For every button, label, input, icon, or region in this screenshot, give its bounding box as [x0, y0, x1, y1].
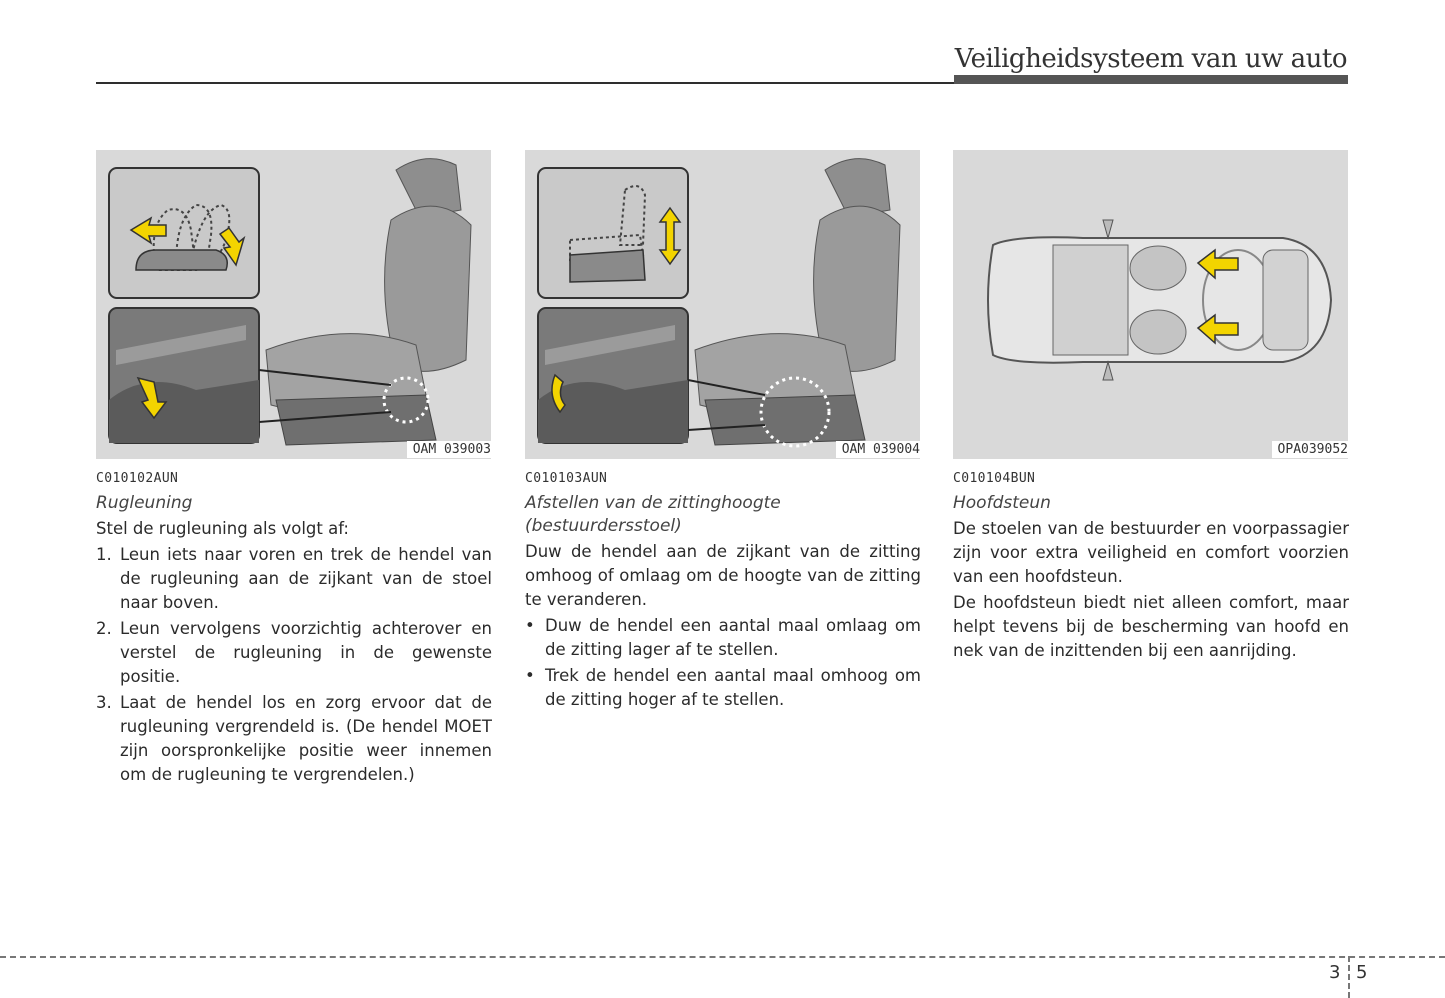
bullet-text: Duw de hendel een aantal maal omlaag om de zitting lager af te stellen. [545, 616, 921, 659]
figure-code: OAM 039003 [407, 441, 491, 458]
column-seat-height [525, 150, 921, 714]
footer-dashed-rule [0, 956, 1445, 958]
column-headrest [953, 150, 1349, 665]
bullet-list [525, 614, 921, 712]
section-title: Hoofdsteun [953, 493, 1051, 513]
bullet-text: Trek de hendel een aantal maal omhoog om de zitting hoger af te stellen. [545, 666, 921, 709]
header-accent-bar [954, 75, 1348, 84]
steps-list [96, 543, 492, 787]
step-text: Leun vervolgens voorzichtig achterover en verstel de rugleuning in de gewenste positie. [120, 619, 492, 686]
step-text: Leun iets naar voren en trek de hendel van de rugleuning aan de zijkant van de stoel naar boven. [120, 545, 492, 612]
page-number: 5 [1356, 962, 1368, 983]
figure-backrest [96, 150, 491, 459]
section-code: C010103AUN [525, 471, 608, 486]
list-item [96, 543, 492, 615]
page-chapter-number: 3 [1329, 962, 1341, 983]
paragraph: De hoofdsteun biedt niet alleen comfort, maar helpt tevens bij de bescherming van hoofd en nek van de inzittenden bij een aanrijding. [953, 593, 1349, 660]
figure-headrest [953, 150, 1348, 459]
list-item [525, 614, 921, 662]
step-text: Laat de hendel los en zorg ervoor dat de rugleuning vergrendeld is. (De hendel MOET zijn oorspronkelijke positie weer innemen om de rugleuning te vergrendelen.) [120, 693, 492, 784]
figure-code: OPA039052 [1272, 441, 1348, 458]
seat-backrest-illustration [96, 150, 491, 459]
paragraph: De stoelen van de bestuurder en voorpassagier zijn voor extra veiligheid en comfort voorzien van een hoofdsteun. [953, 519, 1349, 586]
section-intro: Stel de rugleuning als volgt af: [96, 519, 349, 538]
section-body [953, 517, 1349, 663]
list-item [96, 691, 492, 787]
header-rule [96, 82, 954, 84]
column-backrest [96, 150, 492, 789]
section-code: C010104BUN [953, 471, 1036, 486]
step-number: 2. [96, 619, 112, 638]
section-intro: Duw de hendel aan de zijkant van de zitting omhoog of omlaag om de hoogte van de zitting te veranderen. [525, 542, 921, 609]
step-number: 1. [96, 545, 112, 564]
bullet-marker: • [525, 666, 535, 685]
seat-height-illustration [525, 150, 920, 459]
list-item [96, 617, 492, 689]
section-title: Rugleuning [96, 493, 193, 513]
footer-dashed-divider [1348, 956, 1350, 998]
step-number: 3. [96, 693, 112, 712]
section-code: C010102AUN [96, 471, 179, 486]
figure-code: OAM 039004 [836, 441, 920, 458]
car-top-view-illustration [953, 150, 1348, 459]
figure-seat-height [525, 150, 920, 459]
section-title: Afstellen van de zittinghoogte (bestuurdersstoel) [525, 493, 781, 536]
bullet-marker: • [525, 616, 535, 635]
page-header-title: Veiligheidsysteem van uw auto [954, 44, 1347, 74]
list-item [525, 664, 921, 712]
